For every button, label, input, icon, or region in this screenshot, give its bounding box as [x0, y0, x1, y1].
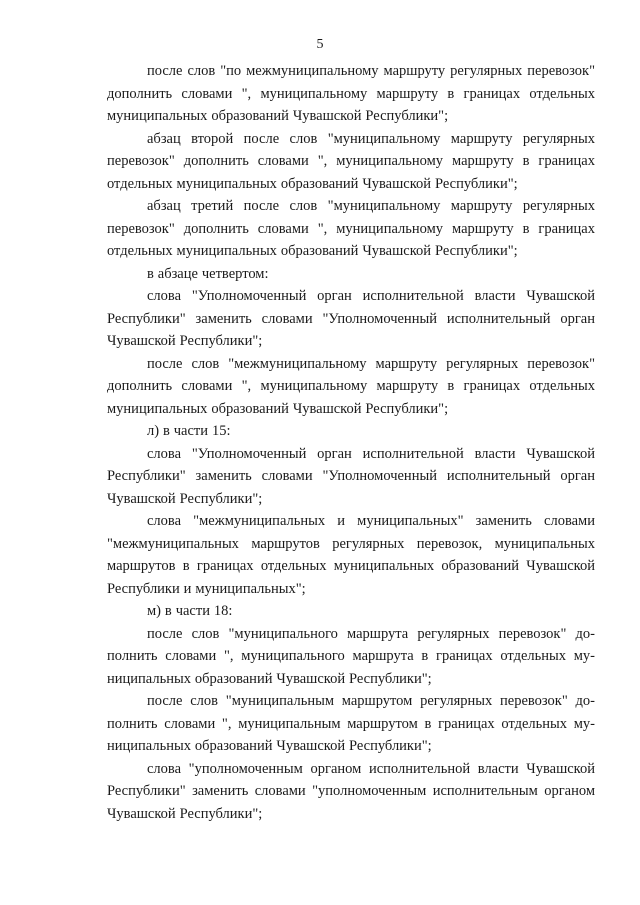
- paragraph: после слов "муниципального маршрута регулярных перевозок" дополнить словами ", муниципального маршрута в границах отдельных муниципальных образований Чувашской Республики";: [107, 625, 595, 687]
- paragraph: л) в части 15:: [147, 423, 231, 439]
- paragraph: после слов "межмуниципальному маршруту регулярных перевозок" дополнить словами ", муниципальному маршруту в границах отдельных муниципальных образований Чувашской Республики";: [107, 355, 595, 417]
- paragraph: в абзаце четвертом:: [147, 265, 269, 282]
- paragraph: абзац второй после слов "муниципальному маршруту регулярных перевозок" дополнить словами ", муниципальному маршруту в границах отдельных муниципальных образований Чувашской Республики";: [107, 130, 595, 192]
- paragraph: слова "уполномоченным органом исполнительной власти Чувашской Республики" заменить словами "уполномоченным исполнительным органом Чувашской Республики";: [107, 760, 595, 822]
- paragraph: слова "Уполномоченный орган исполнительной власти Чувашской Республики" заменить словами "Уполномоченный исполнительный орган Чувашской Республики";: [107, 288, 595, 349]
- paragraph: после слов "муниципальным маршрутом регулярных перевозок" дополнить словами ", муниципальным маршрутом в границах отдельных муниципальных образований Чувашской Республики";: [107, 693, 595, 754]
- paragraph: абзац третий после слов "муниципальному маршруту регулярных перевозок" дополнить словами ", муниципальному маршруту в границах отдельных муниципальных образований Чувашской Республики";: [107, 198, 595, 259]
- paragraph: слова "межмуниципальных и муниципальных" заменить словами "межмуниципальных маршрутов регулярных перевозок, муниципальных маршрутов в границах отдельных муниципальных образований Чувашской Республики и муниципальных";: [107, 513, 595, 597]
- paragraph: м) в части 18:: [147, 603, 233, 619]
- paragraph: слова "Уполномоченный орган исполнительной власти Чувашской Республики" заменить словами "Уполномоченный исполнительный орган Чувашской Республики";: [107, 445, 595, 507]
- page-number: 5: [316, 37, 324, 52]
- paragraph: после слов "по межмуниципальному маршруту регулярных перевозок" дополнить словами ", муниципальному маршруту в границах отдельных муниципальных образований Чувашской Республики";: [107, 63, 595, 124]
- document-body: [107, 60, 595, 825]
